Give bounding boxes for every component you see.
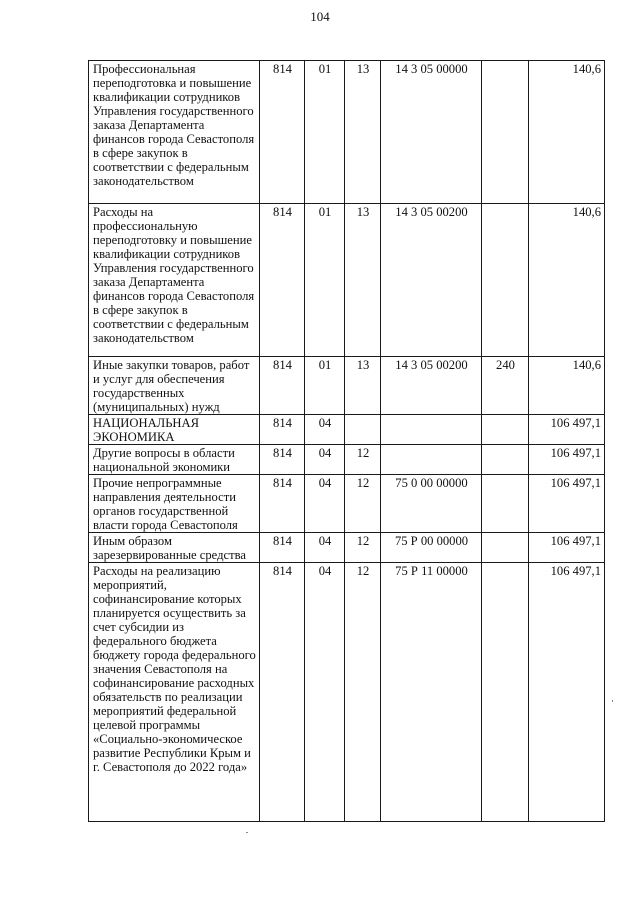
- expense-type-code: [482, 445, 529, 475]
- section-code: 04: [305, 445, 345, 475]
- amount: 140,6: [529, 357, 605, 415]
- table-row: [89, 475, 605, 533]
- subsection-code: [345, 415, 381, 445]
- ministry-code: 814: [260, 445, 305, 475]
- subsection-code: 12: [345, 563, 381, 822]
- ministry-code: 814: [260, 61, 305, 204]
- target-article-code: 14 3 05 00200: [381, 204, 482, 357]
- table-row: [89, 61, 605, 204]
- subsection-code: 13: [345, 204, 381, 357]
- scan-speck: [246, 832, 248, 833]
- expense-type-code: 240: [482, 357, 529, 415]
- table-row: [89, 563, 605, 822]
- row-description: НАЦИОНАЛЬНАЯ ЭКОНОМИКА: [89, 415, 260, 445]
- target-article-code: [381, 415, 482, 445]
- amount: 106 497,1: [529, 445, 605, 475]
- ministry-code: 814: [260, 475, 305, 533]
- expense-type-code: [482, 563, 529, 822]
- expense-type-code: [482, 204, 529, 357]
- table-row: [89, 533, 605, 563]
- section-code: 04: [305, 475, 345, 533]
- budget-table: [88, 60, 605, 822]
- expense-type-code: [482, 475, 529, 533]
- ministry-code: 814: [260, 204, 305, 357]
- target-article-code: 14 3 05 00200: [381, 357, 482, 415]
- section-code: 04: [305, 563, 345, 822]
- target-article-code: 75 Р 00 00000: [381, 533, 482, 563]
- amount: 106 497,1: [529, 415, 605, 445]
- row-description: Иные закупки товаров, работ и услуг для обеспечения государственных (муниципальных) нужд: [89, 357, 260, 415]
- section-code: 04: [305, 533, 345, 563]
- row-description: Другие вопросы в области национальной экономики: [89, 445, 260, 475]
- section-code: 01: [305, 204, 345, 357]
- subsection-code: 12: [345, 475, 381, 533]
- subsection-code: 12: [345, 445, 381, 475]
- table-row: [89, 445, 605, 475]
- subsection-code: 13: [345, 357, 381, 415]
- row-description: Профессиональная переподготовка и повышение квалификации сотрудников Управления государственного заказа Департамента финансов города Севастополя в сфере закупок в соответствии с федеральным законодательством: [89, 61, 260, 204]
- target-article-code: 14 3 05 00000: [381, 61, 482, 204]
- table-row: [89, 415, 605, 445]
- ministry-code: 814: [260, 357, 305, 415]
- amount: 140,6: [529, 61, 605, 204]
- target-article-code: 75 0 00 00000: [381, 475, 482, 533]
- ministry-code: 814: [260, 533, 305, 563]
- row-description: Иным образом зарезервированные средства: [89, 533, 260, 563]
- amount: 140,6: [529, 204, 605, 357]
- ministry-code: 814: [260, 415, 305, 445]
- amount: 106 497,1: [529, 475, 605, 533]
- expense-type-code: [482, 533, 529, 563]
- row-description: Расходы на профессиональную переподготовку и повышение квалификации сотрудников Управления государственного заказа Департамента финансов города Севастополя в сфере закупок в соответствии с федеральным законодательством: [89, 204, 260, 357]
- page-number: 104: [310, 9, 330, 24]
- table-row: [89, 357, 605, 415]
- expense-type-code: [482, 415, 529, 445]
- ministry-code: 814: [260, 563, 305, 822]
- expense-type-code: [482, 61, 529, 204]
- target-article-code: 75 Р 11 00000: [381, 563, 482, 822]
- target-article-code: [381, 445, 482, 475]
- row-description: Прочие непрограммные направления деятельности органов государственной власти города Севастополя: [89, 475, 260, 533]
- section-code: 04: [305, 415, 345, 445]
- scan-speck: [612, 700, 613, 702]
- amount: 106 497,1: [529, 533, 605, 563]
- amount: 106 497,1: [529, 563, 605, 822]
- section-code: 01: [305, 357, 345, 415]
- row-description: Расходы на реализацию мероприятий, софинансирование которых планируется осуществить за счет субсидии из федерального бюджета бюджету города федерального значения Севастополя на софинансирование расходных обязательств по реализации мероприятий федеральной целевой программы «Социально-экономическое развитие Республики Крым и г. Севастополя до 2022 года»: [89, 563, 260, 822]
- table-row: [89, 204, 605, 357]
- subsection-code: 12: [345, 533, 381, 563]
- subsection-code: 13: [345, 61, 381, 204]
- section-code: 01: [305, 61, 345, 204]
